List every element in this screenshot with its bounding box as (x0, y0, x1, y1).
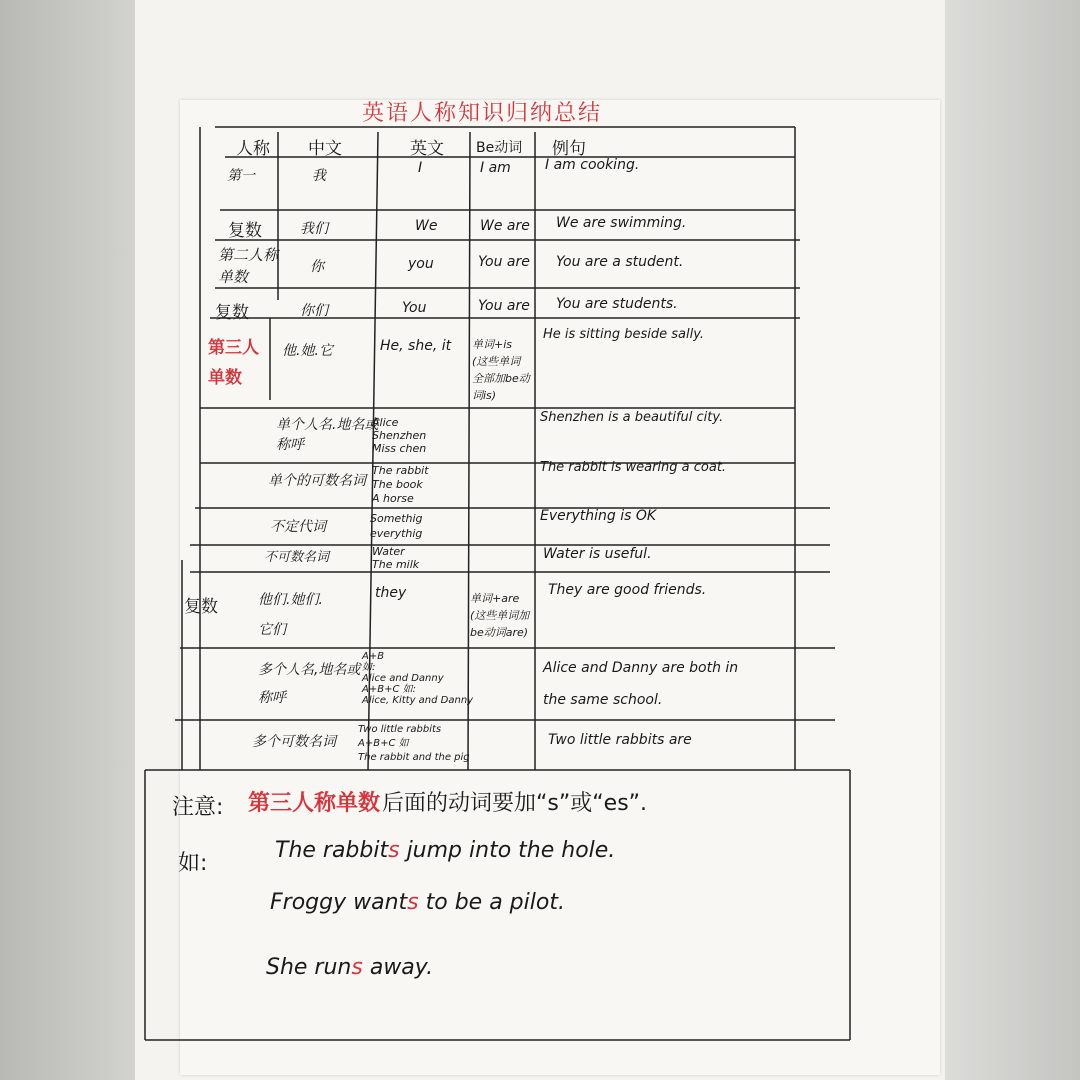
example-sentence-1 (275, 838, 615, 863)
row8-example: Everything is OK (540, 508, 657, 524)
row7-example: The rabbit is wearing a coat. (540, 460, 727, 475)
row1-be-verb: I am (480, 160, 511, 176)
row4-english: You (402, 300, 427, 316)
row9-chinese: 不可数名词 (264, 550, 330, 565)
row5-be-verb: 单词+is (这些单词 全部加be动 词is) (472, 338, 530, 402)
row9-english: Water The milk (372, 545, 420, 571)
header-english: 英文 (410, 139, 444, 159)
row2-english: We (415, 218, 438, 234)
row6-example: Shenzhen is a beautiful city. (540, 410, 724, 425)
example-1-start: The rabbit (275, 838, 389, 863)
row4-be-verb: You are (478, 298, 530, 314)
row1-chinese: 我 (312, 168, 326, 184)
example-sentence-3 (266, 955, 433, 980)
row2-example: We are swimming. (556, 215, 687, 231)
row12-english: Two little rabbits A+B+C 如 The rabbit and the pig (358, 724, 470, 763)
header-chinese: 中文 (308, 139, 342, 159)
row7-chinese: 单个的可数名词 (268, 473, 366, 489)
row3-example: You are a student. (556, 254, 684, 270)
example-3-suffix: s (351, 955, 363, 980)
row4-person: 复数 (215, 303, 249, 323)
row4-example: You are students. (556, 296, 678, 312)
example-3-end: away. (362, 955, 434, 980)
row1-english: I (418, 160, 423, 176)
row2-be-verb: We are (480, 218, 530, 234)
row8-english: Somethig everythig (370, 512, 423, 540)
note-label: 注意: (172, 795, 224, 820)
row5-person: 第三人 单数 (208, 338, 259, 388)
example-label: 如: (178, 851, 208, 876)
row3-be-verb: You are (478, 254, 530, 270)
row9-example: Water is useful. (543, 546, 652, 562)
row7-english: The rabbit The book A horse (372, 464, 429, 505)
row10-person: 复数 (184, 597, 218, 617)
example-3-start: She run (266, 955, 352, 980)
row5-example: He is sitting beside sally. (543, 327, 705, 342)
row10-be-verb: 单词+are (这些单词加 be动词are) (470, 592, 530, 639)
page-title: 英语人称知识归纳总结 (362, 101, 603, 126)
row10-example: They are good friends. (548, 582, 707, 598)
example-2-suffix: s (407, 890, 419, 915)
row6-english: Alice Shenzhen Miss chen (372, 416, 427, 455)
note-text: 后面的动词要加“s”或“es”. (382, 791, 648, 816)
header-example: 例句 (552, 139, 586, 159)
example-2-end: to be a pilot. (418, 890, 565, 915)
row11-chinese: 多个人名,地名或 称呼 (258, 662, 361, 706)
example-1-suffix: s (388, 838, 400, 863)
row12-example: Two little rabbits are (548, 732, 692, 748)
row8-chinese: 不定代词 (270, 519, 326, 535)
row3-chinese: 你 (310, 259, 324, 275)
row5-chinese: 他.她.它 (282, 343, 333, 359)
row3-english: you (408, 256, 434, 272)
row11-english: A+B 如: Alice and Danny A+B+C 如: Alice, Kitty and Danny (362, 651, 474, 706)
header-be-verb: Be动词 (476, 140, 523, 156)
row4-chinese: 你们 (300, 303, 328, 319)
row10-chinese: 他们.她们. 它们 (258, 592, 323, 638)
row2-chinese: 我们 (300, 221, 328, 237)
row10-english: they (375, 585, 407, 601)
example-2-start: Froggy want (270, 890, 408, 915)
row1-person: 第一 (227, 168, 255, 184)
row11-example: Alice and Danny are both in the same school. (543, 660, 739, 708)
header-person: 人称 (236, 139, 270, 159)
note-highlight: 第三人称单数 (248, 791, 381, 816)
example-sentence-2 (270, 890, 565, 915)
row3-person: 第二人称 单数 (218, 246, 279, 286)
row2-person: 复数 (228, 221, 262, 241)
row5-english: He, she, it (380, 338, 452, 354)
row1-example: I am cooking. (545, 157, 640, 173)
example-1-end: jump into the hole. (399, 838, 616, 863)
row6-chinese: 单个人名.地名或 称呼 (276, 417, 379, 453)
row12-chinese: 多个可数名词 (252, 734, 336, 750)
